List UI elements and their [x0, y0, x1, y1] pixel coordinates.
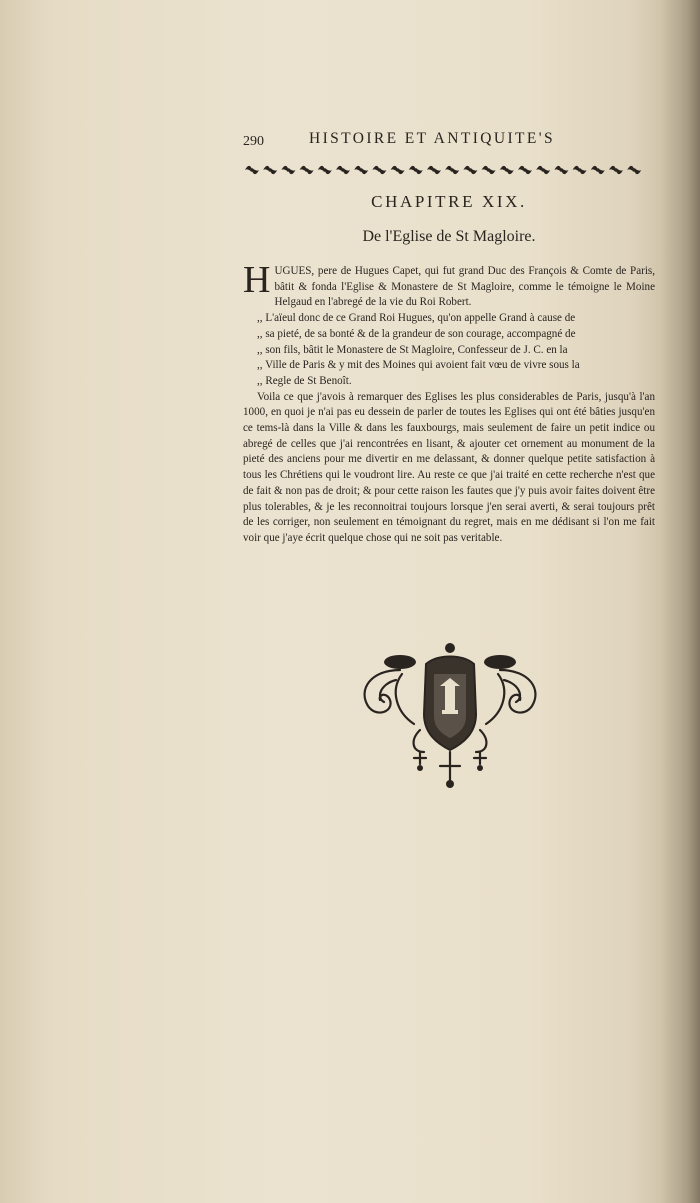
quotation — [243, 311, 655, 390]
cul-de-lampe-icon — [350, 640, 550, 790]
paragraph-1 — [243, 259, 655, 311]
fleuron-dot — [505, 168, 509, 172]
fleuron-dot — [578, 168, 582, 172]
quote-line: ,, son fils, bâtit le Monastere de St Magloire, Confesseur de J. C. en la — [257, 343, 568, 356]
quote-line: ,, sa pieté, de sa bonté & de la grandeur de son courage, accompagné de — [257, 327, 576, 340]
page-number: 290 — [243, 134, 264, 149]
quote-line: ,, Regle de St Benoît. — [257, 374, 352, 387]
fleuron-dot — [305, 168, 309, 172]
fleuron-dot — [632, 168, 636, 172]
running-header — [243, 130, 655, 152]
fleuron-dot — [450, 168, 454, 172]
fleuron-dot — [268, 168, 272, 172]
fleuron-dot — [487, 168, 491, 172]
fleuron-dot — [523, 168, 527, 172]
chapter-title: CHAPITRE XIX. — [371, 192, 527, 211]
running-title: HISTOIRE ET ANTIQUITE'S — [309, 130, 555, 147]
fleuron-dot — [287, 168, 291, 172]
paragraph-1-text: UGUES, pere de Hugues Capet, qui fut grand Duc des François & Comte de Paris, bâtit & fonda l'Eglise & Monastere de St Magloire, comme le témoigne le Moine Helgaud en l'abregé de la vie du Roi Robert. — [274, 265, 655, 309]
fleuron-dot — [541, 168, 545, 172]
paragraph-3: Voila ce que j'avois à remarquer des Eglises les plus considerables de Paris, jusqu'à l'an 1000, en quoi je n'ai pas eu dessein de parler de toutes les Eglises qui ont été bâties jusqu'en ce tems-là dans la Ville & dans les fauxbourgs, mais seulement de faire un petit indice ou abregé de celles que j'ai rencontrées en lisant, & ajouter cet ornement au monument de la pieté des anciens pour me divertir en me delassant, & donner quelque petite satisfaction à tous les Chrétiens qui le voudront lire. Au reste ce que j'ai traité en cette recherche n'est que de fait & non pas de droit; & pour cette raison les fautes que j'y puis avoir faites doivent être plus tolerables, & je les reconnoitrai toujours lorsque j'en serai averti, & serai toujours prêt de les corriger, non seulement en témoignant du regret, mais en me dédisant si l'on me fait voir que j'aye écrit quelque chose qui ne soit pas veritable. — [243, 390, 655, 544]
fleuron-dot — [359, 168, 363, 172]
fleuron-dot — [432, 168, 436, 172]
fleuron-dot — [396, 168, 400, 172]
fleuron-dot — [341, 168, 345, 172]
fleuron-dot — [323, 168, 327, 172]
drop-cap: H — [243, 259, 271, 301]
fleuron-dot — [469, 168, 473, 172]
fleuron-dot — [614, 168, 618, 172]
fleuron-dot — [250, 168, 254, 172]
fleuron-dot — [414, 168, 418, 172]
fleuron-dot — [596, 168, 600, 172]
fleuron-band-icon — [243, 162, 655, 178]
quote-line: ,, Ville de Paris & y mit des Moines qui avoient fait vœu de vivre sous la — [257, 359, 580, 372]
fleuron-dot — [378, 168, 382, 172]
quote-line: ,, L'aïeul donc de ce Grand Roi Hugues, qu'on appelle Grand à cause de — [257, 312, 576, 325]
chapter-subtitle: De l'Eglise de St Magloire. — [362, 228, 536, 245]
body-text — [243, 259, 655, 547]
fleuron-dot — [560, 168, 564, 172]
page-edge-shadow — [660, 0, 700, 1203]
